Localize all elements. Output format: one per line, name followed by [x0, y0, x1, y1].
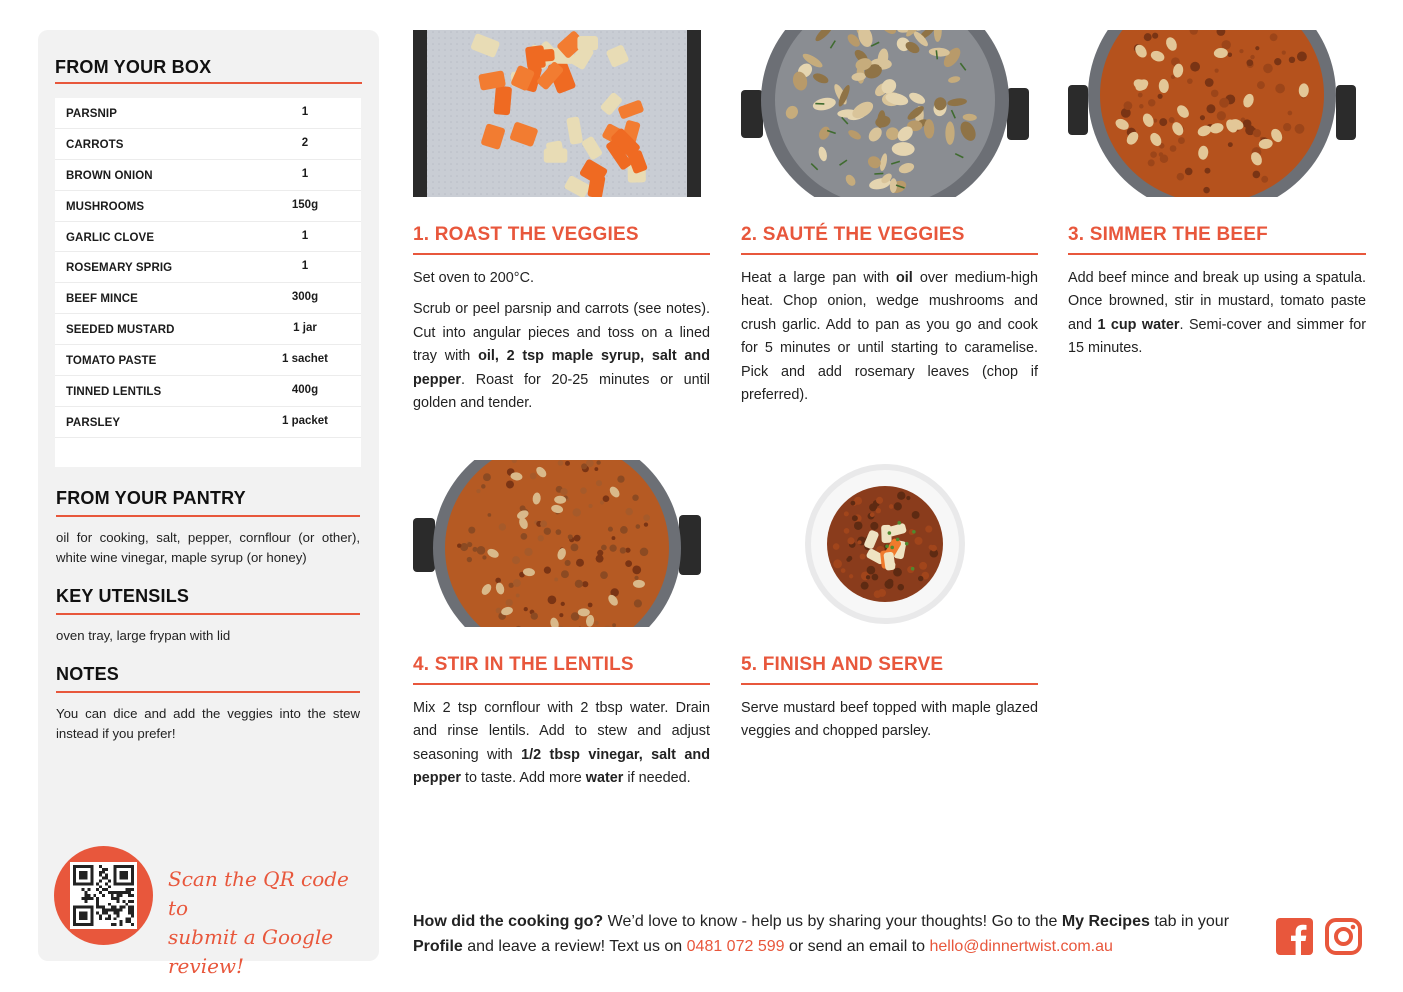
contact-link[interactable]: hello@dinnertwist.com.au [929, 938, 1113, 955]
instagram-icon[interactable] [1325, 918, 1362, 955]
ingredient-name: PARSNIP [66, 108, 117, 120]
pantry-section [56, 488, 360, 568]
ingredient-name: PARSLEY [66, 416, 121, 429]
contact-link[interactable]: 0481 072 599 [686, 938, 785, 955]
qr-message-line-2: submit a Google review! [168, 925, 334, 978]
notes-heading: NOTES [56, 664, 120, 684]
text-run: over medium-high heat. Chop onion, wedge mushrooms and crush garlic. Add to pan as you go and cook for 5 minutes or until starting to caramelise. Pick and add rosemary leaves (chop if preferred). [741, 270, 1038, 404]
text-run: My Recipes [1061, 913, 1150, 930]
ingredient-quantity: 1 [301, 229, 309, 242]
ingredient-quantity: 2 [301, 136, 309, 149]
ingredient-row [55, 98, 361, 129]
qr-message-line-1: Scan the QR code to [168, 867, 349, 920]
text-run: oil [896, 270, 913, 286]
divider [56, 691, 360, 693]
ingredient-name: GARLIC CLOVE [66, 231, 155, 244]
ingredient-row [55, 376, 361, 407]
facebook-icon[interactable] [1276, 918, 1313, 955]
ingredient-quantity: 400g [291, 384, 319, 397]
ingredient-name: TINNED LENTILS [66, 386, 162, 399]
qr-review-message [168, 865, 368, 981]
step-5-line-1 [741, 697, 1038, 744]
ingredient-row [55, 129, 361, 160]
step-5-photo [741, 460, 1029, 627]
ingredient-row [55, 191, 361, 222]
ingredient-row [55, 283, 361, 314]
step-1-line-2 [413, 298, 710, 415]
text-run: Add beef mince and break up using a spatula. Once browned, stir in mustard, tomato paste and [1068, 270, 1366, 333]
ingredient-quantity: 300g [291, 291, 319, 304]
ingredient-row [55, 252, 361, 283]
step-2-line-1 [741, 267, 1038, 407]
step-3-instructions [1068, 267, 1366, 369]
ingredient-quantity: 1 packet [281, 414, 329, 427]
divider [741, 683, 1038, 685]
ingredient-name: ROSEMARY SPRIG [66, 262, 173, 275]
ingredient-quantity: 1 [301, 260, 309, 273]
ingredients-table [55, 98, 361, 467]
ingredient-row [55, 160, 361, 191]
step-1-line-1: Set oven to 200°C. [413, 270, 534, 286]
text-run: Mix 2 tsp cornflour with 2 tbsp water. Drain and rinse lentils. Add to stew and adjust seasoning with [413, 700, 710, 763]
ingredient-quantity: 150g [291, 198, 319, 211]
ingredient-name: SEEDED MUSTARD [66, 324, 175, 337]
step-3-line-1 [1068, 267, 1366, 361]
divider [56, 515, 360, 517]
text-run: . Roast for 20-25 minutes or until golden and tender. [413, 371, 710, 412]
text-run: oil, 2 tsp maple syrup, salt and pepper [413, 348, 711, 388]
text-run: or send an email to [784, 938, 930, 955]
text-run: and leave a review! Text us on [462, 938, 687, 955]
ingredient-row [55, 345, 361, 376]
ingredient-row [55, 222, 361, 253]
qr-code-icon[interactable] [70, 862, 137, 929]
divider [55, 82, 362, 84]
step-4-photo [413, 460, 701, 627]
notes-section [56, 664, 360, 744]
divider [741, 253, 1038, 255]
notes-text: You can dice and add the veggies into the stew instead if you prefer! [56, 706, 360, 741]
ingredient-name: MUSHROOMS [66, 200, 145, 213]
ingredient-row [55, 407, 361, 438]
ingredient-name: TOMATO PASTE [66, 355, 157, 368]
utensils-section [56, 586, 360, 646]
text-run: Scrub or peel parsnip and carrots (see notes). Cut into angular pieces and toss on a lined tray with [413, 301, 710, 365]
utensils-text: oven tray, large frypan with lid [56, 628, 231, 643]
ingredient-quantity: 1 sachet [281, 353, 329, 366]
ingredient-name: BROWN ONION [66, 169, 153, 182]
step-4-title: 4. STIR IN THE LENTILS [413, 654, 634, 675]
ingredient-name: BEEF MINCE [66, 293, 138, 306]
divider [56, 613, 360, 615]
text-run: 1/2 tbsp vinegar, salt and pepper [413, 746, 710, 787]
step-1-photo [413, 30, 701, 197]
text-run: We’d love to know - help us by sharing your thoughts! Go to the [603, 913, 1062, 930]
divider [413, 253, 710, 255]
text-run: Serve mustard beef topped with maple glazed veggies and chopped parsley. [741, 700, 1038, 740]
pantry-text: oil for cooking, salt, pepper, cornflour (or other), white wine vinegar, maple syrup (or honey) [56, 530, 360, 565]
text-run: water [585, 770, 624, 787]
ingredient-name: CARROTS [66, 138, 124, 151]
step-3-photo [1068, 30, 1356, 197]
text-run: Profile [413, 938, 463, 955]
text-run: tab in your [1149, 913, 1230, 930]
step-1-title: 1. ROAST THE VEGGIES [413, 224, 639, 245]
ingredient-quantity: 1 [301, 167, 309, 180]
ingredient-row [55, 314, 361, 345]
step-2-instructions [741, 267, 1038, 415]
step-5-title: 5. FINISH AND SERVE [741, 654, 944, 675]
text-run: How did the cooking go? [413, 913, 604, 930]
ingredient-quantity: 1 jar [293, 322, 317, 335]
step-4-instructions [413, 697, 710, 799]
step-5-instructions [741, 697, 1038, 752]
from-your-pantry-heading: FROM YOUR PANTRY [56, 488, 246, 508]
text-run: to taste. Add more [460, 770, 586, 787]
ingredients-sidebar [38, 30, 379, 978]
divider [1068, 253, 1366, 255]
step-3-title: 3. SIMMER THE BEEF [1068, 224, 1268, 245]
step-4-line-1 [413, 697, 710, 791]
text-run: . Semi-cover and simmer for 15 minutes. [1068, 316, 1366, 357]
key-utensils-heading: KEY UTENSILS [56, 586, 190, 606]
step-2-title: 2. SAUTÉ THE VEGGIES [741, 224, 965, 245]
text-run: if needed. [623, 770, 691, 787]
text-run: 1 cup water [1097, 316, 1180, 333]
from-your-box-heading: FROM YOUR BOX [55, 57, 212, 77]
qr-badge[interactable] [54, 846, 153, 945]
step-1-instructions [413, 267, 710, 423]
ingredient-quantity: 1 [301, 106, 309, 118]
review-footer [413, 909, 1263, 959]
step-2-photo [741, 30, 1029, 197]
text-run: Heat a large pan with [741, 270, 897, 286]
divider [413, 683, 710, 685]
